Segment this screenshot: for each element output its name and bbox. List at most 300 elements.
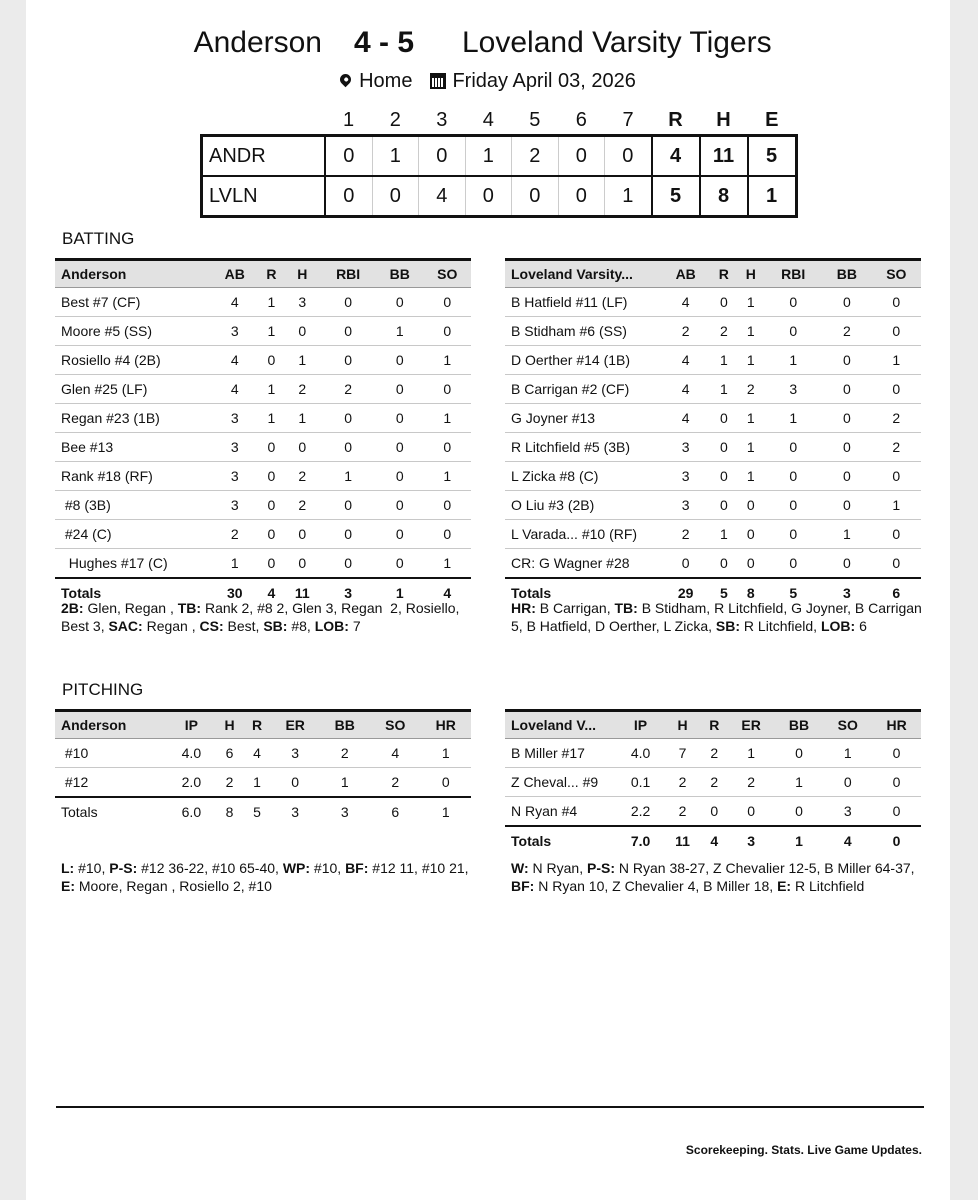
player-name: Rank #18 (RF) [55,462,211,491]
stat-cell: 1 [737,433,764,462]
stat-cell: 4 [661,346,710,375]
stat-cell: 3 [728,826,775,855]
stat-cell: 8 [737,578,764,607]
home-pitching-table [505,709,921,855]
stat-cell: 1 [423,462,471,491]
stat-cell: 0 [423,317,471,346]
stat-cell: 0.1 [617,768,664,797]
team-header: Loveland V... [505,711,617,739]
hits-header: H [716,108,731,131]
player-name: O Liu #3 (2B) [505,491,661,520]
stat-cell: 0 [423,433,471,462]
final-score: 4 - 5 [354,26,415,59]
column-header: H [664,711,701,739]
boxscore-page [26,0,950,1200]
table-row [505,462,921,491]
pitching-section-label: PITCHING [62,680,144,699]
stat-cell: 2 [664,768,701,797]
stat-cell: 0 [701,797,728,827]
inning-runs: 2 [512,136,559,177]
player-name: G Joyner #13 [505,404,661,433]
table-row [505,549,921,579]
inning-runs: 0 [605,136,652,177]
stat-cell: 0 [872,797,921,827]
stat-cell: 2 [211,520,258,549]
player-name: B Carrigan #2 (CF) [505,375,661,404]
table-row [55,288,471,317]
stat-cell: 1 [284,346,320,375]
footer-tagline: Scorekeeping. Stats. Live Game Updates. [685,1143,922,1157]
stat-cell: 0 [822,549,871,579]
stat-cell: 1 [320,462,376,491]
column-header: IP [167,711,216,739]
calendar-icon [430,73,446,89]
stat-cell: 0 [320,433,376,462]
stat-cell: 3 [822,578,871,607]
totals-row [55,797,471,826]
stat-cell: Totals [55,797,167,826]
player-name: CR: G Wagner #28 [505,549,661,579]
stat-cell: 4 [823,826,872,855]
stat-cell: 2 [664,797,701,827]
player-name: Rosiello #4 (2B) [55,346,211,375]
note-key: HR: [511,600,536,616]
stat-cell: 0 [423,520,471,549]
stat-cell: 2 [872,404,921,433]
away-batting-table [55,258,471,607]
table-row [55,739,471,768]
note-value: 6 [855,618,867,634]
stat-cell: 3 [211,462,258,491]
stat-cell: 6 [370,797,420,826]
batting-section-label: BATTING [62,229,135,248]
home-batting-table [505,258,921,607]
note-value: N Ryan 10, Z Chevalier 4, B Miller 18, [534,878,778,894]
stat-cell: 1 [258,288,284,317]
player-name: R Litchfield #5 (3B) [505,433,661,462]
stat-cell: 2 [872,433,921,462]
column-header: R [701,711,728,739]
note-key: TB: [177,600,202,616]
note-value: #8, [287,618,315,634]
note-key: W: [511,860,529,876]
stat-cell: 1 [737,346,764,375]
stat-cell: 2 [728,768,775,797]
column-header: SO [872,260,921,288]
stat-cell: 0 [764,549,822,579]
stat-cell: 4.0 [167,739,216,768]
table-row [505,491,921,520]
stat-cell: 1 [258,404,284,433]
note-key: SB: [263,618,288,634]
column-header: BB [320,711,370,739]
note-key: L: [61,860,75,876]
player-name: B Stidham #6 (SS) [505,317,661,346]
stat-cell: 11 [664,826,701,855]
column-header: AB [661,260,710,288]
column-header: BB [775,711,824,739]
stat-cell: 0 [320,404,376,433]
note-value: #10, [310,860,346,876]
stat-cell: 4 [701,826,728,855]
stat-cell: 2 [701,768,728,797]
game-meta [26,70,950,93]
stat-cell: 1 [764,404,822,433]
inning-runs: 0 [325,136,372,177]
stat-cell: 1 [710,520,737,549]
stat-cell: 0 [376,346,423,375]
table-row [505,433,921,462]
stat-cell: 2 [320,375,376,404]
note-key: BF: [511,878,535,894]
note-key: BF: [345,860,369,876]
player-name: B Hatfield #11 (LF) [505,288,661,317]
stat-cell: 1 [320,768,370,798]
stat-cell: 4 [661,288,710,317]
stat-cell: 11 [284,578,320,607]
note-value: N Ryan, [528,860,587,876]
stat-cell: 0 [872,288,921,317]
stat-cell: 0 [258,462,284,491]
stat-cell: Totals [505,826,617,855]
table-row [505,288,921,317]
table-row [505,797,921,827]
stat-cell: 1 [243,768,271,798]
stat-cell: 3 [271,797,320,826]
away-batting-rows [55,288,471,579]
stat-cell: 0 [423,375,471,404]
total-runs: 5 [652,176,700,217]
note-key: 2B: [61,600,84,616]
stat-cell: 7.0 [617,826,664,855]
stat-cell: 2 [701,739,728,768]
stat-cell: 1 [728,739,775,768]
stat-cell: 4 [370,739,420,768]
stat-cell: 5 [710,578,737,607]
stat-cell: 0 [710,491,737,520]
table-row [55,768,471,798]
stat-cell: 8 [216,797,244,826]
stat-cell: 0 [423,491,471,520]
stat-cell: 2 [284,375,320,404]
stat-cell: 0 [872,462,921,491]
inning-runs: 1 [605,176,652,217]
linescore-team: LVLN [202,176,326,217]
inning-runs: 0 [325,176,372,217]
stat-cell: 0 [764,433,822,462]
stat-cell: 0 [284,317,320,346]
stat-cell: 1 [258,317,284,346]
team-header: Loveland Varsity... [505,260,661,288]
player-name: D Oerther #14 (1B) [505,346,661,375]
stat-cell: 1 [764,346,822,375]
stat-cell: 0 [284,433,320,462]
inning-runs: 0 [465,176,512,217]
stat-cell: 3 [823,797,872,827]
stat-cell: 0 [872,520,921,549]
inning-runs: 0 [372,176,419,217]
table-row [505,317,921,346]
stat-cell: 4 [211,375,258,404]
stat-cell: 0 [376,288,423,317]
inning-runs: 0 [558,176,605,217]
linescore-row-home [202,176,797,217]
stat-cell: 1 [376,578,423,607]
stat-cell: 3 [661,462,710,491]
player-name: Hughes #17 (C) [55,549,211,579]
player-name: Best #7 (CF) [55,288,211,317]
stat-cell: 1 [872,491,921,520]
home-batting-rows [505,288,921,579]
away-pitching-rows [55,739,471,798]
player-name: Z Cheval... #9 [505,768,617,797]
stat-cell: 0 [737,520,764,549]
stat-cell: 4 [423,578,471,607]
total-errors: 1 [748,176,797,217]
column-header: SO [423,260,471,288]
away-pitching-notes [61,859,481,895]
stat-cell: 3 [661,433,710,462]
stat-cell: 3 [271,739,320,768]
stat-cell: 6 [216,739,244,768]
table-row [505,520,921,549]
stat-cell: 0 [710,549,737,579]
stat-cell: 5 [764,578,822,607]
stat-cell: 0 [258,549,284,579]
note-value: #12 11, #10 21, [368,860,473,876]
column-header: SO [823,711,872,739]
inning-header: 3 [436,108,448,131]
note-key: P-S: [586,860,615,876]
stat-cell: 1 [258,375,284,404]
stat-cell: 1 [420,797,471,826]
stat-cell: 1 [737,404,764,433]
stat-cell: 2 [370,768,420,798]
player-name: #10 [55,739,167,768]
stat-cell: 4 [211,288,258,317]
stat-cell: 0 [822,346,871,375]
table-row [55,549,471,579]
stat-cell: 3 [661,491,710,520]
inning-runs: 0 [512,176,559,217]
stat-cell: 4 [661,375,710,404]
note-value: #12 36-22, #10 65-40, [137,860,283,876]
player-name: Regan #23 (1B) [55,404,211,433]
table-row [55,317,471,346]
column-header: HR [420,711,471,739]
game-location: Home [359,70,413,93]
note-value: R Litchfield, [740,618,821,634]
column-header: HR [872,711,921,739]
note-key: CS: [199,618,224,634]
stat-cell: 0 [376,549,423,579]
stat-cell: 1 [420,739,471,768]
table-row [505,375,921,404]
stat-cell: 0 [775,797,824,827]
note-key: SB: [715,618,741,634]
stat-cell: 1 [737,462,764,491]
column-header: ER [271,711,320,739]
stat-cell: 2 [822,317,871,346]
note-key: LOB: [820,618,856,634]
stat-cell: 0 [376,491,423,520]
stat-cell: 1 [211,549,258,579]
total-errors: 5 [748,136,797,177]
player-name: #12 [55,768,167,798]
column-header: R [710,260,737,288]
player-name: #8 (3B) [55,491,211,520]
home-pitching-rows [505,739,921,827]
column-header: BB [822,260,871,288]
column-header: H [284,260,320,288]
table-row [505,346,921,375]
stat-cell: 0 [775,739,824,768]
table-row [55,433,471,462]
total-runs: 4 [652,136,700,177]
stat-cell: 2 [737,375,764,404]
stat-cell: 0 [284,549,320,579]
stat-cell: 0 [376,433,423,462]
stat-cell: 0 [258,491,284,520]
totals-row [505,826,921,855]
note-key: E: [777,878,792,894]
stat-cell: 2 [216,768,244,798]
note-value: 7 [348,618,361,634]
player-name: B Miller #17 [505,739,617,768]
stat-cell: 2 [284,491,320,520]
table-row [55,491,471,520]
stat-cell: 3 [211,491,258,520]
stat-cell: 6.0 [167,797,216,826]
stat-cell: 0 [376,520,423,549]
stat-cell: 0 [271,768,320,798]
stat-cell: 1 [423,404,471,433]
column-header: BB [376,260,423,288]
table-row [55,404,471,433]
stat-cell: 0 [872,317,921,346]
stat-cell: 0 [710,288,737,317]
stat-cell: 1 [737,288,764,317]
column-header: SO [370,711,420,739]
away-batting-notes [61,599,481,635]
stat-cell: 0 [258,520,284,549]
stat-cell: 0 [710,404,737,433]
inning-runs: 4 [419,176,466,217]
note-value: Regan , [142,618,200,634]
stat-cell: 2 [661,317,710,346]
stat-cell: 1 [822,520,871,549]
column-header: IP [617,711,664,739]
note-value: Best, [223,618,264,634]
note-key: WP: [282,860,311,876]
inning-header: 5 [529,108,541,131]
stat-cell: 0 [320,317,376,346]
table-row [505,404,921,433]
column-header: ER [728,711,775,739]
column-header: AB [211,260,258,288]
stat-cell: 0 [872,768,921,797]
player-name: L Zicka #8 (C) [505,462,661,491]
note-key: E: [61,878,75,894]
linescore-table [200,106,798,218]
stat-cell: 0 [258,346,284,375]
stat-cell: 2 [710,317,737,346]
inning-header: 4 [482,108,494,131]
stat-cell: Totals [505,578,661,607]
stat-cell: 3 [211,433,258,462]
linescore-team: ANDR [202,136,326,177]
stat-cell: Totals [55,578,211,607]
stat-cell: 4 [211,346,258,375]
stat-cell: 0 [320,549,376,579]
note-value: #10, [74,860,110,876]
inning-runs: 1 [372,136,419,177]
stat-cell: 1 [376,317,423,346]
note-value: Rank 2, #8 2, Glen 3, Regan 2, Rosiello, Best 3, [61,600,464,634]
stat-cell: 2 [661,520,710,549]
stat-cell: 0 [822,404,871,433]
inning-runs: 0 [558,136,605,177]
inning-header: 7 [622,108,634,131]
stat-cell: 0 [320,520,376,549]
note-key: LOB: [314,618,349,634]
stat-cell: 2 [320,739,370,768]
stat-cell: 3 [320,797,370,826]
stat-cell: 0 [376,404,423,433]
note-key: P-S: [109,860,138,876]
stat-cell: 0 [737,549,764,579]
stat-cell: 2.2 [617,797,664,827]
inning-runs: 0 [419,136,466,177]
stat-cell: 4.0 [617,739,664,768]
inning-header: 1 [342,108,355,131]
stat-cell: 1 [737,317,764,346]
stat-cell: 1 [775,826,824,855]
away-pitching-table [55,709,471,826]
note-value: Moore, Regan , Rosiello 2, #10 [75,878,272,894]
note-value: B Stidham, R Litchfield, G Joyner, B Carrigan 5, B Hatfield, D Oerther, L Zicka, [511,600,926,634]
stat-cell: 0 [737,491,764,520]
game-date: Friday April 03, 2026 [452,70,636,93]
stat-cell: 0 [284,520,320,549]
column-header: RBI [320,260,376,288]
errors-header: E [765,108,779,131]
stat-cell: 0 [764,317,822,346]
stat-cell: 0 [320,288,376,317]
stat-cell: 3 [211,317,258,346]
away-team-name: Anderson [193,26,322,59]
stat-cell: 0 [764,288,822,317]
stat-cell: 1 [284,404,320,433]
stat-cell: 0 [822,375,871,404]
table-row [55,346,471,375]
stat-cell: 0 [822,462,871,491]
player-name: L Varada... #10 (RF) [505,520,661,549]
player-name: Moore #5 (SS) [55,317,211,346]
stat-cell: 1 [775,768,824,797]
total-hits: 11 [700,136,748,177]
inning-header: 6 [575,108,587,131]
note-value: N Ryan 38-27, Z Chevalier 12-5, B Miller 64-37, [614,860,919,876]
stat-cell: 0 [320,491,376,520]
stat-cell: 3 [320,578,376,607]
stat-cell: 0 [872,375,921,404]
stat-cell: 0 [872,739,921,768]
team-header: Anderson [55,711,167,739]
stat-cell: 7 [664,739,701,768]
stat-cell: 0 [710,462,737,491]
home-team-name: Loveland Varsity Tigers [462,26,772,59]
